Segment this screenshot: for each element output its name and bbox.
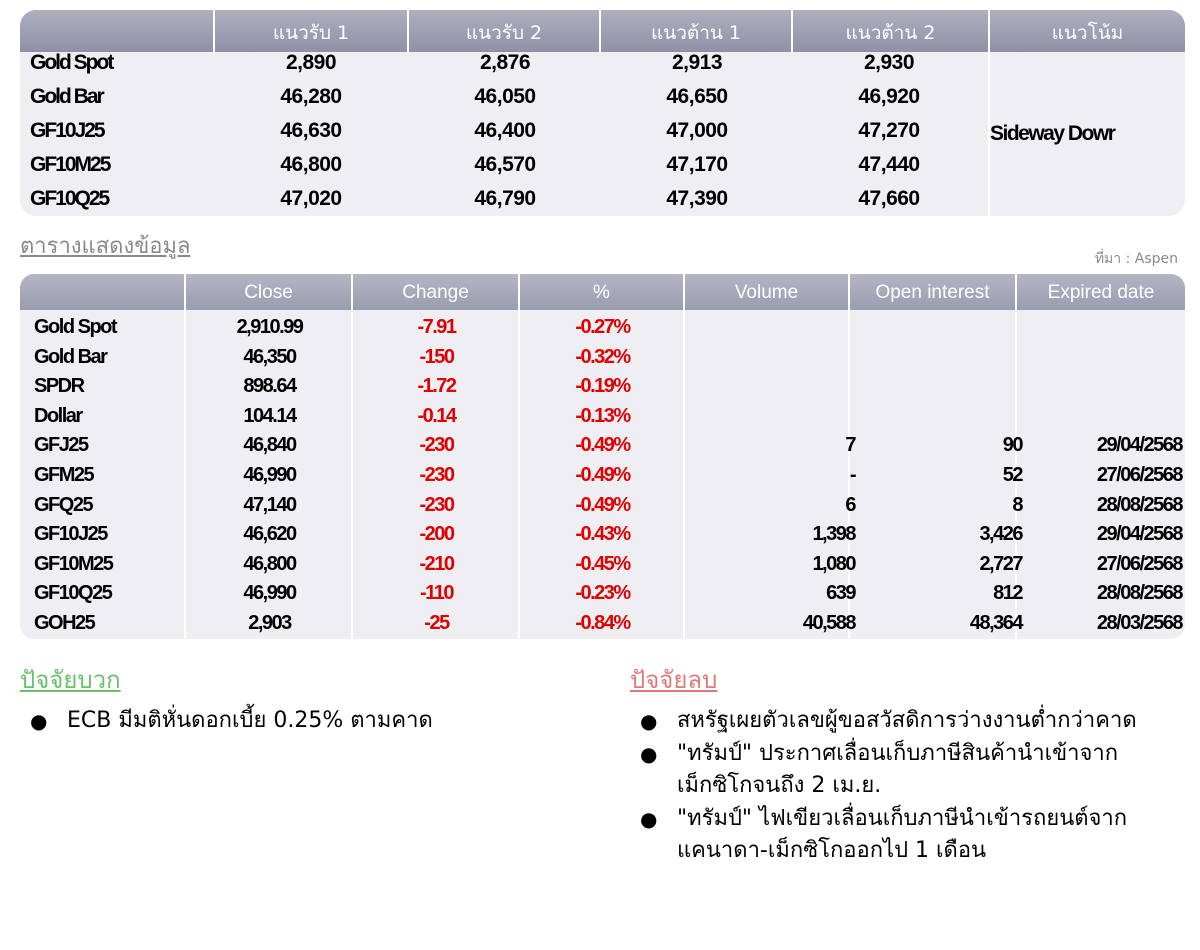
table-row <box>20 519 1185 549</box>
factor-text: "ทรัมป์" ไฟเขียวเลื่อนเก็บภาษีนำเข้ารถยนต์จากแคนาดา-เม็กซิโกออกไป 1 เดือน <box>677 806 1128 863</box>
percent-value: -0.27% <box>575 316 630 338</box>
md-header-row <box>20 274 1185 310</box>
support-2-value: 46,050 <box>474 85 536 108</box>
volume-value: 639 <box>826 582 855 605</box>
close-value: 46,800 <box>243 552 296 575</box>
support-1-value: 46,280 <box>280 85 342 108</box>
change-value: -150 <box>419 345 454 368</box>
bullet-icon: ● <box>640 807 658 831</box>
open-interest-value: 52 <box>1002 464 1022 486</box>
change-value: -110 <box>420 582 453 605</box>
sr-header-support-2: แนวรับ 2 <box>465 22 543 44</box>
data-table-caption: ตารางแสดงข้อมูล <box>20 234 191 259</box>
bullet-icon: ● <box>30 709 48 733</box>
md-header-close: Close <box>244 282 293 303</box>
negative-factors-list <box>640 705 1180 868</box>
expired-date-value: 29/04/2568 <box>1096 523 1182 546</box>
percent-value: -0.13% <box>575 404 630 427</box>
md-header-change: Change <box>402 282 469 303</box>
close-value: 898.64 <box>243 375 296 398</box>
support-2-value: 2,876 <box>479 51 531 74</box>
close-value: 104.14 <box>243 404 296 427</box>
data-source: ที่มา : Aspen <box>1094 251 1178 267</box>
resistance-1-value: 2,913 <box>671 51 723 74</box>
change-value: -7.91 <box>417 316 456 338</box>
factor-text: สหรัฐเผยตัวเลขผู้ขอสวัสดิการว่างงานต่ำกว่าคาด <box>677 708 1137 733</box>
percent-value: -0.49% <box>575 464 630 486</box>
row-name: GOH25 <box>34 612 95 634</box>
support-2-value: 46,570 <box>474 153 536 176</box>
close-value: 47,140 <box>243 493 296 516</box>
close-value: 2,903 <box>248 612 291 634</box>
open-interest-value: 812 <box>993 582 1022 605</box>
expired-date-value: 27/06/2568 <box>1096 552 1182 575</box>
table-row <box>20 342 1185 372</box>
change-value: -210 <box>419 552 454 575</box>
percent-value: -0.49% <box>575 434 630 457</box>
expired-date-value: 28/08/2568 <box>1096 582 1182 605</box>
md-header-percent: % <box>593 282 610 303</box>
open-interest-value: 90 <box>1002 434 1022 457</box>
row-name: Dollar <box>34 404 82 427</box>
resistance-2-value: 47,440 <box>858 153 920 176</box>
expired-date-value: 28/03/2568 <box>1096 612 1182 634</box>
percent-value: -0.23% <box>575 582 630 605</box>
trend-value: Sideway Dowr <box>990 122 1115 145</box>
list-item <box>30 705 590 737</box>
open-interest-value: 48,364 <box>969 612 1022 634</box>
resistance-2-value: 47,660 <box>858 187 920 210</box>
resistance-2-value: 2,930 <box>863 51 915 74</box>
list-item <box>640 705 1180 737</box>
md-header-volume: Volume <box>734 282 799 303</box>
close-value: 2,910.99 <box>236 316 303 338</box>
change-value: -1.72 <box>417 375 456 398</box>
resistance-1-value: 47,170 <box>666 153 728 176</box>
sr-header-resistance-2: แนวต้าน 2 <box>845 22 936 44</box>
percent-value: -0.49% <box>575 493 630 516</box>
table-row <box>20 578 1185 608</box>
resistance-1-value: 47,000 <box>666 119 728 142</box>
row-name: GFQ25 <box>34 493 93 516</box>
change-value: -0.14 <box>417 404 456 427</box>
percent-value: -0.43% <box>575 523 630 546</box>
support-resistance-table <box>20 10 1185 216</box>
list-item <box>640 738 1180 802</box>
table-row <box>20 460 1185 490</box>
table-row <box>20 549 1185 579</box>
volume-value: 6 <box>845 493 855 516</box>
sr-header-support-1: แนวรับ 1 <box>272 22 350 44</box>
factor-text: "ทรัมป์" ประกาศเลื่อนเก็บภาษีสินค้านำเข้าจากเม็กซิโกจนถึง 2 เม.ย. <box>677 741 1119 798</box>
market-data-table <box>20 274 1185 639</box>
bullet-icon: ● <box>640 742 658 766</box>
table-row <box>20 371 1185 401</box>
table-row <box>20 401 1185 431</box>
resistance-1-value: 46,650 <box>666 85 728 108</box>
percent-value: -0.19% <box>575 375 630 398</box>
close-value: 46,620 <box>243 523 296 546</box>
row-name: GF10M25 <box>34 552 113 575</box>
open-interest-value: 2,727 <box>979 552 1022 575</box>
sr-header-trend: แนวโน้ม <box>1051 22 1124 44</box>
md-header-expired-date: Expired date <box>1047 282 1155 303</box>
expired-date-value: 29/04/2568 <box>1096 434 1182 457</box>
change-value: -230 <box>419 434 454 457</box>
support-1-value: 47,020 <box>280 187 342 210</box>
positive-factors-list <box>30 705 590 738</box>
table-row <box>20 490 1185 520</box>
change-value: -230 <box>419 464 454 486</box>
resistance-2-value: 47,270 <box>858 119 920 142</box>
change-value: -25 <box>424 612 449 634</box>
expired-date-value: 27/06/2568 <box>1096 464 1182 486</box>
close-value: 46,990 <box>243 464 296 486</box>
sr-header-resistance-1: แนวต้าน 1 <box>650 22 742 44</box>
close-value: 46,840 <box>243 434 296 457</box>
row-name: GFJ25 <box>34 434 88 457</box>
percent-value: -0.45% <box>575 552 630 575</box>
percent-value: -0.84% <box>575 612 630 634</box>
close-value: 46,350 <box>243 345 296 368</box>
table-row <box>20 608 1185 638</box>
open-interest-value: 8 <box>1012 493 1022 516</box>
row-name: GF10Q25 <box>34 582 112 605</box>
row-name: GF10M25 <box>30 153 110 176</box>
resistance-2-value: 46,920 <box>858 85 920 108</box>
table-row <box>20 312 1185 342</box>
change-value: -230 <box>419 493 454 516</box>
row-name: Gold Bar <box>34 345 107 368</box>
row-name: SPDR <box>34 375 84 398</box>
bullet-icon: ● <box>640 709 658 733</box>
positive-factors-title: ปัจจัยบวก <box>20 666 121 694</box>
row-name: GF10Q25 <box>30 187 109 210</box>
row-name: GF10J25 <box>30 119 104 142</box>
change-value: -200 <box>419 523 454 546</box>
open-interest-value: 3,426 <box>979 523 1022 546</box>
support-1-value: 46,630 <box>280 119 342 142</box>
volume-value: 7 <box>845 434 855 457</box>
volume-value: 1,398 <box>812 523 855 546</box>
factor-text: ECB มีมติหั่นดอกเบี้ย 0.25% ตามคาด <box>67 708 433 733</box>
support-2-value: 46,790 <box>474 187 536 210</box>
support-2-value: 46,400 <box>474 119 536 142</box>
row-name: Gold Spot <box>34 316 117 338</box>
expired-date-value: 28/08/2568 <box>1096 493 1182 516</box>
volume-value: 40,588 <box>802 612 855 634</box>
row-name: Gold Bar <box>30 85 103 108</box>
volume-value: - <box>849 464 855 486</box>
row-name: GFM25 <box>34 464 94 486</box>
row-name: Gold Spot <box>30 51 113 74</box>
negative-factors-title: ปัจจัยลบ <box>630 666 718 694</box>
list-item <box>640 803 1180 867</box>
resistance-1-value: 47,390 <box>666 187 728 210</box>
percent-value: -0.32% <box>575 345 630 368</box>
close-value: 46,990 <box>243 582 296 605</box>
support-1-value: 46,800 <box>280 153 342 176</box>
row-name: GF10J25 <box>34 523 107 546</box>
md-header-open-interest: Open interest <box>875 282 990 303</box>
volume-value: 1,080 <box>812 552 855 575</box>
support-1-value: 2,890 <box>285 51 337 74</box>
table-row <box>20 430 1185 460</box>
